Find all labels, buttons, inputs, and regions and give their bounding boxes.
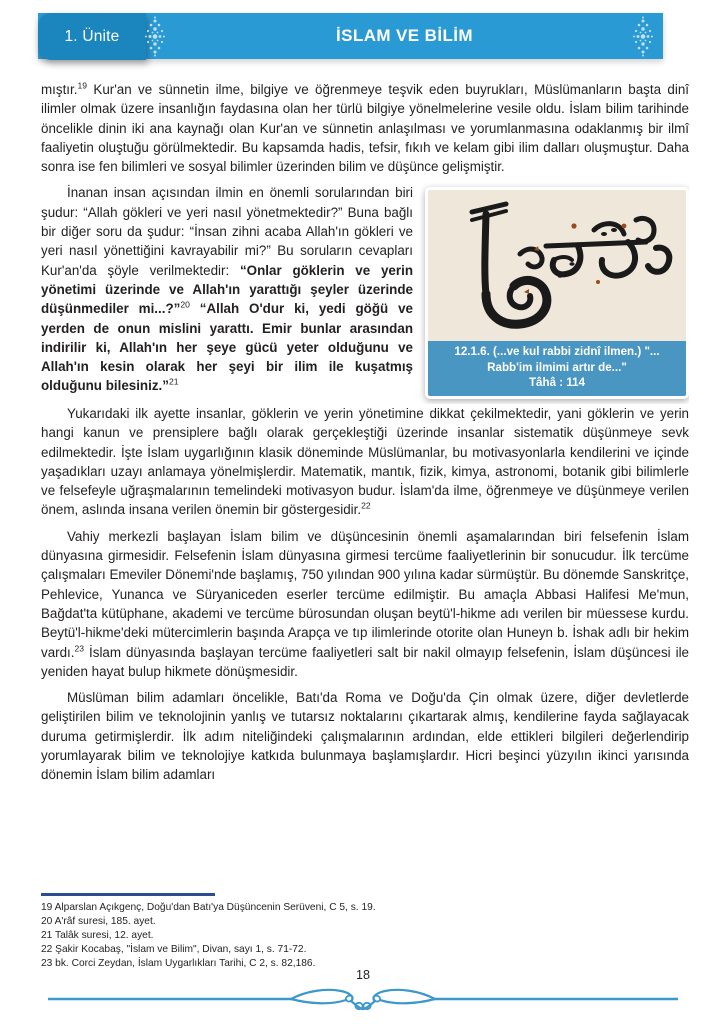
paragraph-1-pre: mıştır. bbox=[41, 82, 78, 97]
footnote-ref-23: 23 bbox=[74, 643, 85, 654]
footnote-item: 20 A'râf suresi, 185. ayet. bbox=[41, 916, 156, 928]
footnote-ref-22: 22 bbox=[361, 501, 371, 511]
figure-caption-line-3: Tâhâ : 114 bbox=[528, 376, 586, 390]
floral-ornament-icon bbox=[630, 15, 656, 58]
page-header bbox=[38, 13, 663, 61]
footnote-item: 22 Şakir Kocabaş, "İslam ve Bilim", Divan, sayı 1, s. 71-72. bbox=[41, 944, 307, 956]
footnote-item: 19 Alparslan Açıkgenç, Doğu'dan Batı'ya Düşüncenin Serüveni, C 5, s. 19. bbox=[41, 902, 376, 913]
paragraph-1-post: Kur'an ve sünnetin ilme, bilgiye ve öğrenmeye teşvik eden buyrukları, Müslümanların başta dinî ilimler olmak üzere insanlığın faydasına olan her türlü bilgiye yönelmelerine vesile oldu. İslam bilim tarihinde öncelikle dinin iki ana kaynağı olan Kur'an ve sünnetin anlaşılması ve yorumlanmasına odaklanmış bir ilmî faaliyetin oluştuğu görülmektedir. Bu kapsamda hadis, tefsir, fıkıh ve kelam gibi ilim dalları oluşmuştur. Daha sonra ise fen bilimleri ve sosyal bilimler üzerinden bilim ve düşünce gelişmiştir. bbox=[41, 82, 689, 175]
floral-ornament-icon bbox=[142, 15, 168, 58]
figure-caption-line-1: 12.1.6. (...ve kul rabbi zidnî ilmen.) "... bbox=[454, 345, 660, 359]
paragraph-2-lead: İnanan insan açısından ilmin en önemli sorularından biri şudur: “Allah gökleri ve yeri nasıl yönetmektedir?” Buna bağlı bir diğer soru da şudur: “İnsan zihni acaba Allah'ın gökleri ve yeri nasıl yönettiğini kavrayabilir mi?” Bu soruların cevapları Kur'an'da şöyle verilmektedir: bbox=[41, 185, 413, 278]
page-content bbox=[41, 80, 689, 792]
footnote-divider bbox=[41, 893, 215, 896]
quote-ayet-1: “Onlar göklerin ve yerin yönetimi üzerinde ve Allah'ın yarattığı şeyler üzerinde düşünmediler mi...?” bbox=[41, 262, 413, 317]
flourish-divider-icon bbox=[48, 985, 678, 1015]
figure-calligraphy bbox=[425, 187, 689, 399]
footnote-item: 23 bk. Corci Zeydan, İslam Uygarlıkları Tarihi, C 2, s. 82,186. bbox=[41, 958, 316, 970]
paragraph-5: Müslüman bilim adamları öncelikle, Batı'da Roma ve Doğu'da Çin olmak üzere, diğer devletlerde geliştirilen bilim ve teknolojinin yanlış ve tutarsız noktalarını çıkartarak almış, kendilerine fayda sağlayacak duruma getirmişlerdir. İlk adım niteliğindeki çalışmalarının ardından, elde ettikleri bilgileri değerlendirip yorumlayarak bilim ve teknolojiye katkıda bulunmaya başlamışlardır. Hicri beşinci yüzyılın ikinci yarısında dönemin İslam bilim adamları bbox=[41, 690, 689, 783]
paragraph-1 bbox=[41, 80, 689, 176]
paragraph-4-post: İslam dünyasında başlayan tercüme faaliyetleri salt bir nakil olmayıp felsefenin, İslam düşüncesi ile yeniden hayat bulup hikmete dönüşmesidir. bbox=[41, 644, 689, 679]
footnote-ref-21: 21 bbox=[168, 376, 179, 387]
page-number: 18 bbox=[355, 968, 370, 982]
paragraph-3-text: Yukarıdaki ilk ayette insanlar, göklerin ve yerin yönetimine dikkat çekilmektedir, yani göklerin ve yerin hangi kanun ve prensiplere bağlı olarak gerçekleştiği üzerinde insanlar sistematik düşünmeye sevk edilmektedir. İşte İslam uygarlığının klasik döneminde Müslümanlar, bu motivasyonlarla kendilerini ve içinde yaşadıkları uzayı anlamaya yönelmişlerdir. Matematik, mantık, fizik, kimya, astronomi, botanik gibi bilimlerle ve felsefeyle uğraşmalarının temelindeki motivasyon budur. İslam'da ilme, öğrenmeye ve düşünmeye verilen önem, aslında insana verilen önemin bir göstergesidir. bbox=[41, 405, 689, 518]
figure-caption bbox=[428, 341, 686, 396]
paragraph-3 bbox=[41, 404, 689, 520]
footnote-item: 21 Talâk suresi, 12. ayet. bbox=[41, 930, 154, 942]
arabic-calligraphy-icon bbox=[428, 190, 680, 341]
unit-tab bbox=[38, 13, 146, 60]
page-title: İSLAM VE BİLİM bbox=[336, 26, 473, 45]
footnotes-section bbox=[41, 893, 471, 971]
paragraph-4-pre: Vahiy merkezli başlayan İslam bilim ve düşüncesinin önemli aşamalarından biri felsefenin İslam dünyasına girmesidir. Felsefenin İslam dünyasına girmesi tercüme faaliyetlerinin bir sonucudur. İlk tercüme çalışmaları Emeviler Dönemi'nde başlamış, 750 yılından 900 yılına kadar sürmüştür. Bu dönemde Sanskritçe, Pehlevice, Yunanca ve Süryaniceden eserler tercüme edilmiştir. Bu amaçla Abbasi Halifesi Me'mun, Bağdat'ta kütüphane, akademi ve tercüme bürosundan oluşan beytü'l-hikme adı verilen bir müessese kurdu. Beytü'l-hikme'deki mütercimlerin başında Arapça ve tıp ilimlerinde otorite olan Huneyn b. İshak adlı bir hekim vardı. bbox=[41, 528, 689, 660]
quote-ayet-2: “Allah O'dur ki, yedi göğü ve yerden de onun mislini yarattı. Emir bunlar arasından indirilir ki, Allah'ın her şeye gücü yeter olduğunu ve Allah'ın kesin olarak her şeyi bir ilim ile kuşatmış olduğunu bilesiniz.” bbox=[41, 301, 413, 394]
page-footer bbox=[0, 968, 726, 1018]
paragraph-4 bbox=[41, 527, 689, 681]
figure-caption-line-2: Rabb'im ilmimi artır de..." bbox=[487, 360, 627, 374]
footnote-ref-20: 20 bbox=[180, 299, 190, 310]
figure-image bbox=[428, 190, 686, 341]
footnote-ref-19: 19 bbox=[77, 80, 88, 91]
paragraph-2-with-figure bbox=[41, 183, 689, 404]
unit-tab-label: 1. Ünite bbox=[64, 27, 120, 45]
